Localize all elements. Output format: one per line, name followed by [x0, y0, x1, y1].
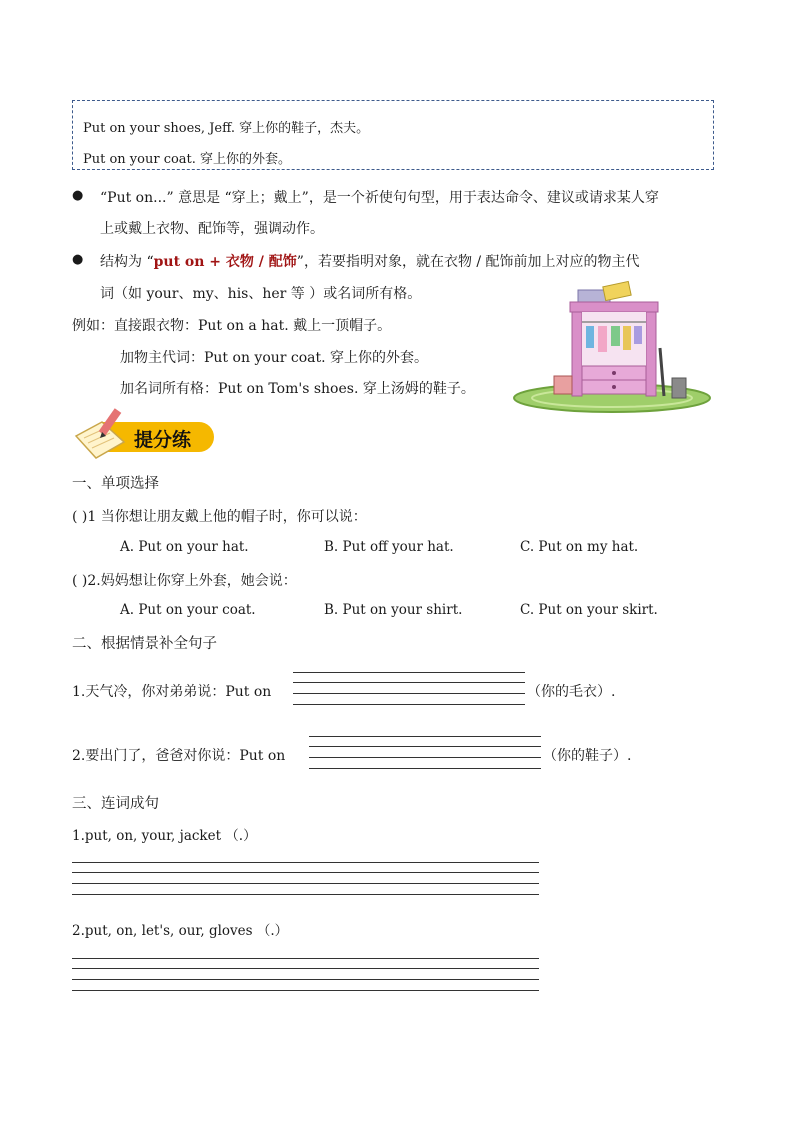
sentence-2-answer-lines[interactable] — [72, 958, 539, 992]
q2-option-c: C. Put on your skirt. — [520, 602, 658, 618]
bullet-2-prefix: 结构为 “ — [100, 254, 154, 270]
bullet-2-structure: put on + 衣物 / 配饰 — [153, 254, 297, 270]
bullet-1-line-1: “Put on...” 意思是 “穿上；戴上”，是一个祈使句句型，用于表达命令、建议或请求某人穿 — [100, 190, 659, 206]
example-possessive-pronoun: 加物主代词：Put on your coat. 穿上你的外套。 — [120, 350, 429, 366]
question-2: ( )2.妈妈想让你穿上外套，她会说： — [72, 573, 297, 589]
fill-in-1-suffix: （你的毛衣）. — [527, 684, 616, 700]
example-line-2: Put on your coat. 穿上你的外套。 — [83, 152, 292, 167]
wardrobe-illustration — [512, 278, 714, 414]
example-box — [72, 100, 714, 170]
sentence-1-words: 1.put, on, your, jacket （.） — [72, 828, 257, 844]
bullet-2-suffix: ”，若要指明对象，就在衣物 / 配饰前加上对应的物主代 — [296, 254, 640, 270]
section-2-title: 二、根据情景补全句子 — [72, 636, 217, 652]
fill-in-2-suffix: （你的鞋子）. — [543, 748, 632, 764]
bullet-2-line-2: 词（如 your、my、his、her 等 ）或名词所有格。 — [100, 286, 422, 302]
fill-in-2-blank[interactable] — [309, 736, 541, 770]
example-possessive-noun: 加名词所有格：Put on Tom's shoes. 穿上汤姆的鞋子。 — [120, 381, 475, 397]
q2-option-a: A. Put on your coat. — [120, 602, 256, 618]
sentence-1-answer-lines[interactable] — [72, 862, 539, 896]
section-1-title: 一、单项选择 — [72, 476, 159, 492]
bullet-2-line-1 — [100, 251, 640, 271]
notepad-pencil-icon — [72, 406, 132, 462]
tag-label: 提分练 — [134, 429, 192, 451]
bullet-dot-2: ● — [72, 252, 84, 267]
sentence-2-words: 2.put, on, let's, our, gloves （.） — [72, 923, 289, 939]
question-1: ( )1 当你想让朋友戴上他的帽子时，你可以说： — [72, 509, 367, 525]
q1-option-a: A. Put on your hat. — [120, 539, 249, 555]
section-3-title: 三、连词成句 — [72, 796, 159, 812]
practice-tag — [72, 406, 214, 462]
example-line-1: Put on your shoes, Jeff. 穿上你的鞋子，杰夫。 — [83, 121, 370, 136]
fill-in-1-prefix: 1.天气冷，你对弟弟说：Put on — [72, 684, 272, 700]
example-direct: 例如：直接跟衣物：Put on a hat. 戴上一顶帽子。 — [72, 318, 392, 334]
fill-in-2-prefix: 2.要出门了，爸爸对你说：Put on — [72, 748, 286, 764]
q2-option-b: B. Put on your shirt. — [324, 602, 463, 618]
fill-in-1-blank[interactable] — [293, 672, 525, 706]
bullet-1-line-2: 上或戴上衣物、配饰等，强调动作。 — [100, 221, 324, 237]
q1-option-b: B. Put off your hat. — [324, 539, 454, 555]
bullet-dot-1: ● — [72, 188, 84, 203]
q1-option-c: C. Put on my hat. — [520, 539, 639, 555]
